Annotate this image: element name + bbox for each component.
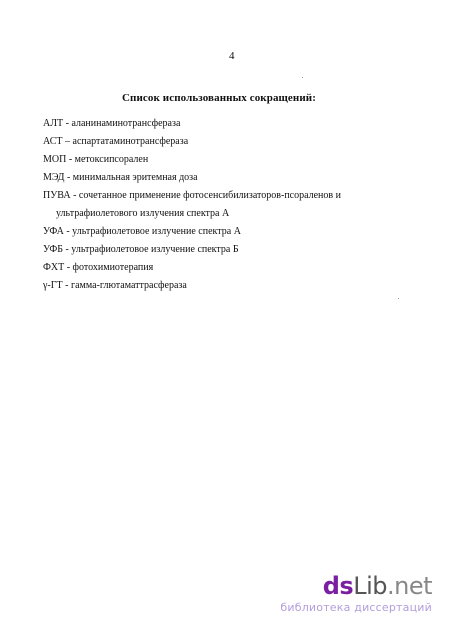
scan-speck (398, 298, 399, 299)
abbreviation-item: АЛТ - аланинаминотрансфераза (43, 118, 181, 129)
logo-ds: ds (322, 572, 354, 600)
abbreviation-item: МОП - метоксипсорален (43, 154, 149, 165)
dslib-watermark (280, 574, 432, 614)
page-number: 4 (229, 50, 235, 62)
scan-speck (302, 77, 303, 78)
abbreviation-item: МЭД - минимальная эритемная доза (43, 172, 198, 183)
abbreviations-heading: Список использованных сокращений: (121, 92, 316, 104)
abbreviation-item: ПУВА - сочетанное применение фотосенсибилизаторов-псораленов и (43, 190, 341, 201)
abbreviation-item: УФБ - ультрафиолетовое излучение спектра Б (43, 244, 239, 255)
dslib-logo (280, 574, 432, 598)
abbreviation-item: ФХТ - фотохимиотерапия (43, 262, 154, 273)
abbreviation-item-continuation: ультрафиолетового излучения спектра А (56, 208, 230, 219)
abbreviation-item: УФА - ультрафиолетовое излучение спектра А (43, 226, 241, 237)
abbreviation-item: АСТ – аспартатаминотрансфераза (43, 136, 189, 147)
logo-lib: Lib (353, 572, 387, 600)
abbreviation-item: γ-ГТ - гамма-глютаматтрасфераза (43, 280, 187, 291)
watermark-caption: библиотека диссертаций (280, 601, 432, 614)
logo-net: .net (386, 572, 432, 600)
